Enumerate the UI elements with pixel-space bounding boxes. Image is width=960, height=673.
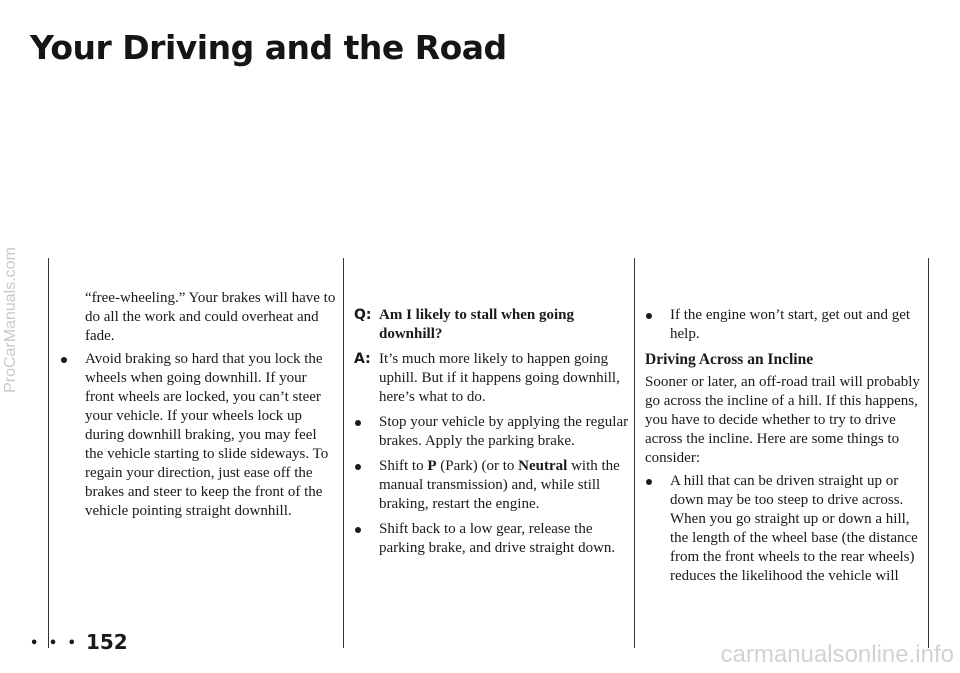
- bullet-text: Stop your vehicle by applying the regular brakes. Apply the parking brake.: [379, 414, 629, 449]
- answer-text: It’s much more likely to happen going uphill. But if it happens going downhill, here’s what to do.: [379, 351, 620, 405]
- section-paragraph: Sooner or later, an off-road trail will probably go across the incline of a hill. If this happens, you have to decide whether to try to drive across the incline. Here are some things to consider:: [645, 374, 920, 466]
- column-2: [354, 306, 629, 564]
- bullet-dot-icon: [61, 357, 67, 363]
- bullet-dot-icon: [355, 420, 361, 426]
- column-rule-middle: [343, 258, 344, 648]
- bullet-text: Avoid braking so hard that you lock the wheels when going downhill. If your front wheels are locked, you can’t steer your vehicle. If your wheels lock up during downhill braking, you may feel the vehicle starting to slide sideways. To regain your direction, just ease off the brakes and steer to keep the front of the vehicle pointing straight downhill.: [85, 351, 329, 519]
- question-block: [354, 306, 629, 344]
- bullet-item: [60, 350, 338, 521]
- question-text: Am I likely to stall when going downhill?: [379, 307, 575, 342]
- neutral-gear-label: Neutral: [518, 458, 568, 474]
- bullet-text: A hill that can be driven straight up or down may be too steep to drive across. When you go straight up or down a hill, the length of the wheel base (the distance from the front wheels to the rear wheels) reduces the likelihood the vehicle will: [670, 473, 918, 584]
- side-watermark-text: ProCarManuals.com: [2, 247, 19, 393]
- bullet-text: Shift back to a low gear, release the parking brake, and drive straight down.: [379, 521, 616, 556]
- bottom-watermark: carmanualsonline.info: [720, 641, 954, 668]
- answer-label: A:: [354, 351, 371, 367]
- column-1: [60, 289, 338, 527]
- page-number-dots: • • •: [30, 636, 79, 651]
- question-label: Q:: [354, 307, 372, 323]
- column-rule-right-center: [634, 258, 635, 648]
- page-header: Your Driving and the Road: [30, 28, 507, 67]
- section-subheading: Driving Across an Incline: [645, 351, 814, 368]
- bullet-dot-icon: [355, 464, 361, 470]
- bullet-item: [645, 306, 927, 344]
- bullet-dot-icon: [355, 527, 361, 533]
- answer-block: [354, 350, 629, 407]
- bullet-text: If the engine won’t start, get out and get help.: [670, 307, 911, 342]
- bullet-text-pre: Shift to: [379, 458, 428, 474]
- page-number: [30, 630, 128, 654]
- bullet-item: [354, 520, 629, 558]
- bullet-dot-icon: [646, 479, 652, 485]
- park-gear-label: P: [427, 458, 437, 474]
- bullet-item: [354, 413, 629, 451]
- bullet-dot-icon: [646, 313, 652, 319]
- page-number-value: 152: [85, 630, 128, 654]
- column-rule-left: [48, 258, 49, 648]
- column-3: [645, 306, 927, 592]
- bullet-item: [354, 457, 629, 514]
- bullet-text-post: with the manual transmission) and, while still braking, restart the engine.: [379, 458, 620, 512]
- bullet-item: [645, 472, 927, 586]
- continuation-paragraph: “free-wheeling.” Your brakes will have to do all the work and could overheat and fade.: [85, 290, 336, 344]
- side-watermark: [2, 90, 20, 550]
- column-rule-far-right: [928, 258, 929, 648]
- bullet-text-mid: (Park) (or to: [436, 458, 519, 474]
